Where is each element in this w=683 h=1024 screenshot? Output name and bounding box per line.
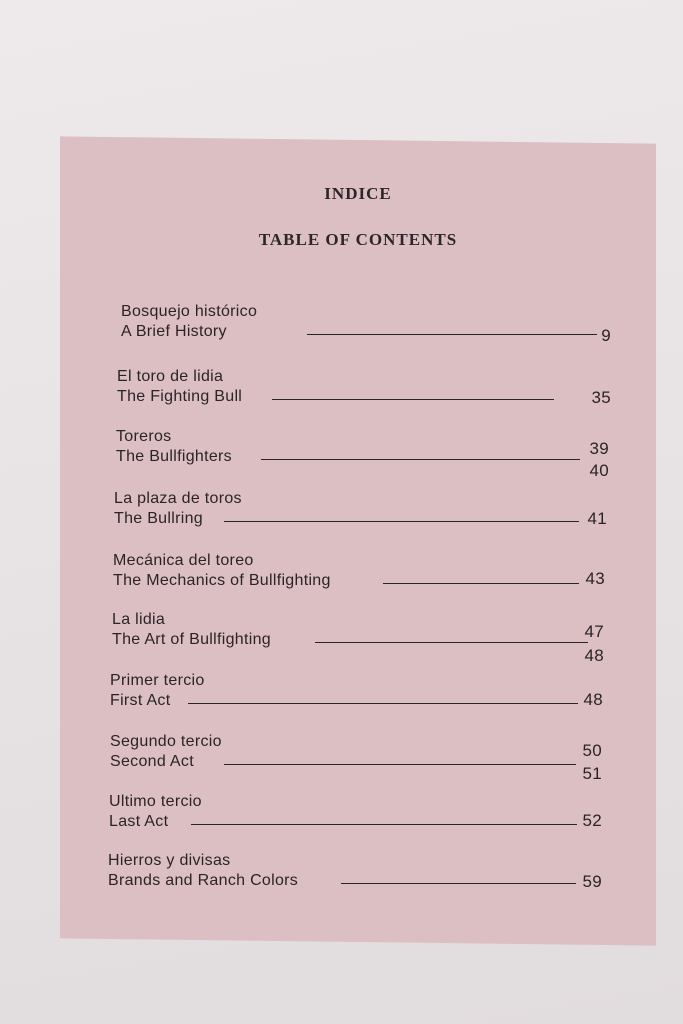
leader-line bbox=[383, 583, 579, 584]
toc-entry-english: First Act bbox=[110, 692, 171, 709]
toc-page-number: 35 bbox=[591, 388, 611, 407]
toc-entry-spanish: Segundo tercio bbox=[110, 733, 222, 750]
toc-entry-spanish: Ultimo tercio bbox=[109, 793, 202, 810]
toc-page-number: 39 bbox=[589, 439, 609, 458]
leader-line bbox=[307, 334, 597, 335]
toc-entry[interactable] bbox=[110, 672, 603, 720]
leader-line bbox=[224, 521, 579, 522]
toc-entry[interactable] bbox=[108, 852, 602, 900]
toc-page-number: 51 bbox=[582, 764, 602, 783]
toc-page-number: 41 bbox=[587, 509, 607, 528]
toc-page-number: 59 bbox=[582, 872, 602, 891]
toc-entry[interactable] bbox=[113, 552, 605, 600]
toc-entry-spanish: La lidia bbox=[112, 611, 166, 628]
toc-page-number: 40 bbox=[589, 461, 609, 480]
leader-line bbox=[272, 399, 554, 400]
leader-line bbox=[188, 703, 578, 704]
leader-line bbox=[224, 764, 576, 765]
leader-line bbox=[191, 824, 577, 825]
toc-entry[interactable] bbox=[110, 733, 602, 781]
toc-entry-english: Brands and Ranch Colors bbox=[108, 872, 299, 889]
toc-entry-spanish: Primer tercio bbox=[110, 672, 205, 689]
toc-page-number: 9 bbox=[601, 326, 611, 345]
leader-line bbox=[261, 459, 580, 460]
toc-entry-english: A Brief History bbox=[121, 323, 227, 340]
toc-entry[interactable] bbox=[112, 611, 604, 665]
toc-entry[interactable] bbox=[117, 368, 611, 416]
toc-entry-english: The Mechanics of Bullfighting bbox=[113, 572, 331, 589]
toc-entry-spanish: El toro de lidia bbox=[117, 368, 224, 385]
toc-entry-english: Last Act bbox=[109, 813, 169, 830]
toc-page-number: 48 bbox=[584, 646, 604, 665]
toc-entry-english: The Art of Bullfighting bbox=[112, 631, 271, 648]
toc-page-number: 43 bbox=[585, 569, 605, 588]
toc-page-number: 50 bbox=[582, 741, 602, 760]
toc-entry-english: The Bullfighters bbox=[116, 448, 232, 465]
toc-entry[interactable] bbox=[109, 793, 602, 841]
toc-entry-english: The Bullring bbox=[114, 510, 203, 527]
toc-entry-spanish: Bosquejo histórico bbox=[121, 303, 258, 320]
toc-entry[interactable] bbox=[114, 490, 607, 538]
toc-page-number: 52 bbox=[582, 811, 602, 830]
toc-page-number: 47 bbox=[584, 622, 604, 641]
toc-page-number: 48 bbox=[583, 690, 603, 709]
toc-entry-spanish: Hierros y divisas bbox=[108, 852, 231, 869]
leader-line bbox=[341, 883, 576, 884]
leader-line bbox=[315, 642, 588, 643]
toc-entry-english: The Fighting Bull bbox=[117, 388, 243, 405]
page-title: INDICE bbox=[324, 184, 392, 203]
toc-entry-english: Second Act bbox=[110, 753, 194, 770]
toc-entry[interactable] bbox=[116, 428, 609, 480]
toc-entry[interactable] bbox=[121, 303, 611, 351]
toc-entry-spanish: Toreros bbox=[116, 428, 172, 445]
toc-entry-spanish: Mecánica del toreo bbox=[113, 552, 254, 569]
page-subtitle: TABLE OF CONTENTS bbox=[258, 230, 458, 249]
toc-entry-spanish: La plaza de toros bbox=[114, 490, 242, 507]
